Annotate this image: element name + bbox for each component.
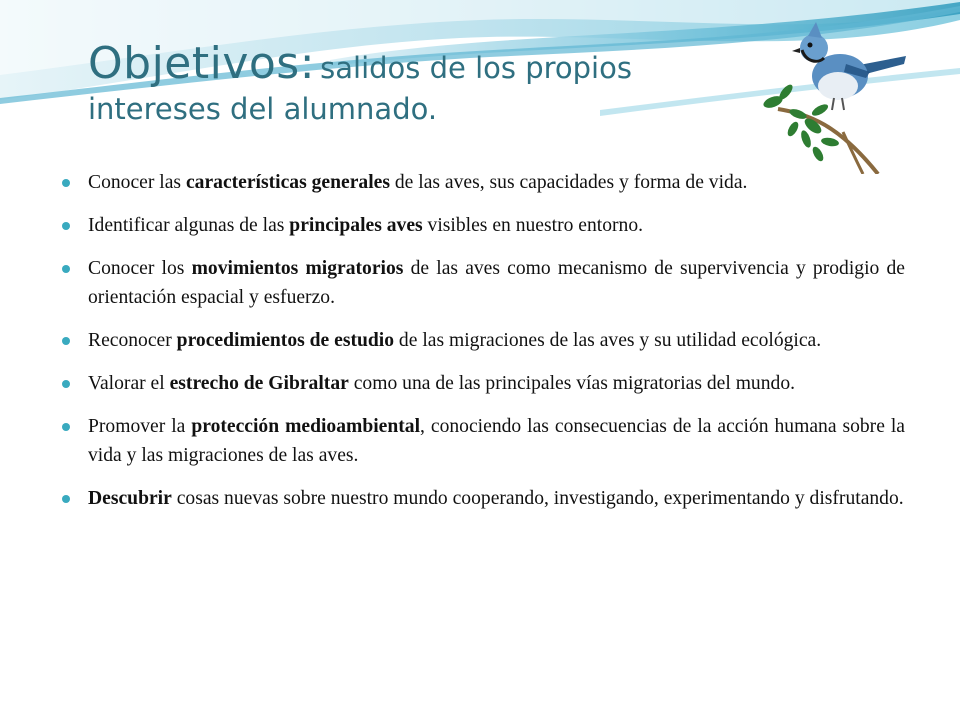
objective-keyword: estrecho de Gibraltar bbox=[169, 373, 349, 394]
bullet-dot-icon bbox=[62, 222, 70, 230]
bullet-dot-icon bbox=[62, 495, 70, 503]
objective-text: Conocer los bbox=[88, 258, 192, 279]
objective-text: cosas nuevas sobre nuestro mundo cooperando, investigando, experimentando y disfrutando. bbox=[171, 488, 904, 509]
objective-item bbox=[62, 211, 905, 240]
bullet-dot-icon bbox=[62, 265, 70, 273]
objective-item bbox=[62, 484, 905, 513]
title-subtitle-part2: intereses del alumnado. bbox=[88, 92, 438, 127]
objective-keyword: características generales bbox=[185, 172, 390, 193]
title-subtitle-part1: salidos de los propios bbox=[320, 51, 632, 85]
objective-text: de las migraciones de las aves y su utilidad ecológica. bbox=[394, 330, 822, 351]
objective-keyword: Descubrir bbox=[88, 488, 172, 509]
bullet-dot-icon bbox=[62, 179, 70, 187]
objective-text: , conociendo las consecuencias de la acción humana sobre la vida y las migraciones de las aves. bbox=[88, 416, 905, 466]
blue-jay-illustration bbox=[758, 14, 908, 174]
objective-text: Promover la bbox=[88, 416, 192, 437]
objective-text: visibles en nuestro entorno. bbox=[422, 215, 644, 236]
objective-keyword: movimientos migratorios bbox=[191, 258, 404, 279]
objective-text: de las aves, sus capacidades y forma de vida. bbox=[389, 172, 748, 193]
bullet-dot-icon bbox=[62, 423, 70, 431]
objective-item bbox=[62, 168, 905, 197]
objective-text: Reconocer bbox=[88, 330, 177, 351]
objective-text: Conocer las bbox=[88, 172, 186, 193]
objective-item bbox=[62, 326, 905, 355]
bullet-dot-icon bbox=[62, 380, 70, 388]
objective-keyword: principales aves bbox=[289, 215, 423, 236]
slide-title bbox=[88, 40, 788, 126]
objective-item bbox=[62, 369, 905, 398]
objective-item bbox=[62, 412, 905, 470]
objective-keyword: procedimientos de estudio bbox=[176, 330, 395, 351]
title-main: Objetivos: bbox=[88, 38, 316, 89]
objective-text: Identificar algunas de las bbox=[88, 215, 290, 236]
objective-keyword: protección medioambiental bbox=[191, 416, 421, 437]
objective-text: como una de las principales vías migratorias del mundo. bbox=[348, 373, 796, 394]
objective-text: de las aves como mecanismo de supervivencia y prodigio de orientación espacial y esfuerzo. bbox=[88, 258, 905, 308]
objectives-list bbox=[62, 168, 905, 527]
bullet-dot-icon bbox=[62, 337, 70, 345]
objective-text: Valorar el bbox=[88, 373, 170, 394]
objective-item bbox=[62, 254, 905, 312]
